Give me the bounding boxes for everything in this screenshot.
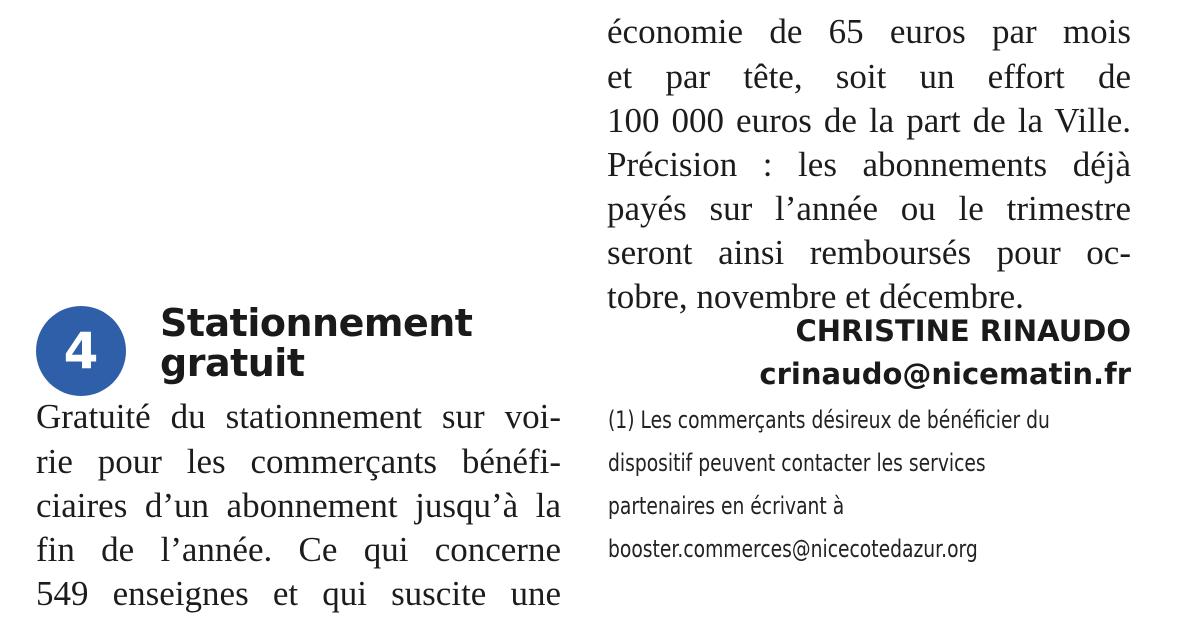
- section-number-badge: 4: [36, 306, 126, 396]
- body-line: payés sur l’année ou le trimestre: [607, 189, 1131, 228]
- body-line: Gratuité du stationnement sur voi-: [36, 397, 561, 436]
- body-line: économie de 65 euros par mois: [607, 12, 1131, 51]
- body-line: Précision : les abonnements déjà: [607, 145, 1131, 184]
- footnote-line: (1) Les commerçants désireux de bénéficier du: [608, 406, 1050, 434]
- body-line: rie pour les commerçants bénéfi-: [36, 442, 561, 481]
- body-line: 100 000 euros de la part de la Ville.: [607, 101, 1131, 140]
- body-line: 549 enseignes et qui suscite une: [36, 574, 561, 613]
- body-line: ciaires d’un abonnement jusqu’à la: [36, 486, 561, 525]
- body-line: tobre, novembre et décembre.: [607, 277, 1024, 316]
- footnote-line: booster.commerces@nicecotedazur.org: [608, 535, 978, 563]
- footnote-line: partenaires en écrivant à: [608, 492, 845, 520]
- body-line: et par tête, soit un effort de: [607, 57, 1131, 96]
- body-line: seront ainsi remboursés pour oc-: [607, 233, 1131, 272]
- author-name: CHRISTINE RINAUDO: [795, 314, 1131, 348]
- author-email: crinaudo@nicematin.fr: [759, 357, 1131, 391]
- section-title-line1: Stationnement: [160, 301, 473, 345]
- body-line: fin de l’année. Ce qui concerne: [36, 530, 561, 569]
- section-title-line2: gratuit: [160, 341, 305, 385]
- footnote-line: dispositif peuvent contacter les services: [608, 449, 986, 477]
